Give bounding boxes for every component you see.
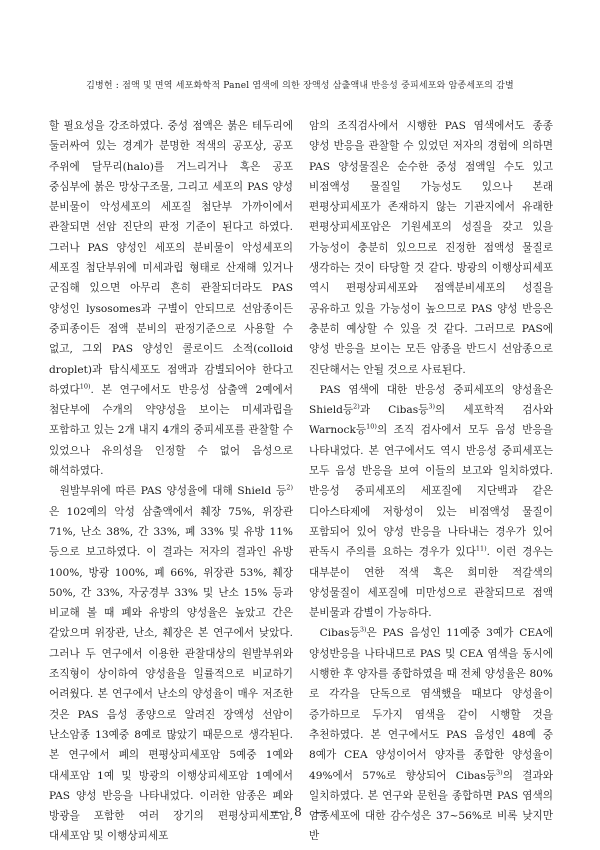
right-p3-a: Cibas등 <box>319 627 360 640</box>
running-header: 김병헌 : 점액 및 면역 세포화학적 Panel 염색에 의한 장액성 삼출액내 반응성 중피세포와 암종세포의 감별 <box>86 81 514 91</box>
right-p3-b: 은 PAS 음성인 11예중 3예가 CEA에 양성반응을 나타내므로 PAS 및 CEA 염색을 동시에 시행한 후 양자를 종합하였을 때 전체 양성율은 80%로 각각을 단독으로 염색했을 때보다 양성율이 증가하므로 두가지 염색을 같이 시행할 것을 추천하였다. 본 연구에서도 PAS 음성인 48예 중 8예가 CEA 양성이어서 양자를 종합한 양성율이 49%에서 57%로 향상되어 Cibas등 <box>309 627 553 782</box>
left-p2-body: 은 102예의 악성 삼출액에서 췌장 75%, 위장관 71%, 난소 38%, 간 33%, 폐 33% 및 유방 11% 등으로 보고하였다. 이 결과는 저자의 결과인 유방 100%, 방광 100%, 폐 66%, 위장관 53%, 췌장 50%, 간 33%, 자궁경부 33% 및 난소 15% 등과 비교해 볼 때 폐와 유방의 양성율은 높았고 간은 같았으며 위장관, 난소, 췌장은 본 연구에서 낮았다. 그러나 두 연구에서 이용한 관찰대상의 원발부위와 조직형이 상이하여 양성율을 일률적으로 비교하기 어려웠다. 본 연구에서 난소의 양성율이 매우 저조한 것은 PAS 음성 종양으로 알려진 장액성 선암이 난소암종 13예중 8예로 많았기 때문으로 생각된다. 본 연구에서 폐의 편평상피세포암 5예중 1예와 대세포암 1예 및 방광의 이행상피세포암 1예에서 PAS 양성 반응을 나타내었다. 이러한 암종은 폐와 방광을 포함한 여러 장기의 편평상피세포암, 대세포암 및 이행상피세포 <box>49 505 293 843</box>
right-p2-b: 과 Cibas등 <box>359 404 429 417</box>
citation-ref: 2) <box>353 402 360 411</box>
citation-ref: 10) <box>366 422 377 431</box>
citation-ref: 3) <box>428 402 436 411</box>
left-p2-head: 원발부위에 따른 PAS 양성율에 대해 Shield 등 <box>59 485 287 498</box>
right-p2-d: 의 조직 검사에서 모두 음성 반응을 나타내었다. 본 연구에서도 역시 반응성 중피세포는 모두 음성 반응을 보여 이들의 보고와 일치하였다. 반응성 중피세포의 세포질에 지단백과 같은 디아스타제에 저항성이 있는 비점액성 물질이 포함되어 있어 양성 반응을 나타내는 경우가 있어 판독시 주의를 요하는 경우가 있다 <box>309 424 553 559</box>
left-paragraph-1 <box>49 116 293 481</box>
right-column <box>309 116 553 847</box>
right-paragraph-2 <box>309 380 553 624</box>
right-p3-c: 의 결과와 일치하였다. 본 연구와 문헌을 종합하면 PAS 염색의 암종세포에 대한 감수성은 37~56%로 비록 낮지만 반 <box>309 769 554 843</box>
citation-ref: 2) <box>286 483 293 492</box>
page-number: — 8 — <box>270 805 330 819</box>
citation-ref: 3) <box>496 767 503 776</box>
right-p2-c: 의 세포학적 검사와 Warnock등 <box>309 404 553 437</box>
right-p2-a: PAS 염색에 대한 반응성 중피세포의 양성율은 Shield등 <box>309 383 553 417</box>
citation-ref: 3) <box>359 625 367 634</box>
left-paragraph-2 <box>49 481 293 846</box>
left-p1-text: 할 필요성을 강조하였다. 중성 점액은 붉은 테두리에 둘러싸여 있는 경계가 분명한 적색의 공포상, 공포 주위에 달무리(halo)를 거느리거나 혹은 공포 중심부에 붉은 망상구조물, 그리고 세포의 PAS 양성 분비물이 악성세포의 세포질 첨단부 가까이에서 관찰되면 선암 진단의 판정 기준이 된다고 하였다. 그러나 PAS 양성인 세포의 분비물이 악성세포의 세포질 첨단부위에 미세과립 형태로 산재해 있거나 군집해 있으면 아무리 흔히 관찰되더라도 PAS 양성인 lysosomes과 구별이 안되므로 선암종이든 중피종이든 점액 분비의 판정기준으로 사용할 수 없고, 그외 PAS 양성인 콜로이드 소적(colloid droplet)과 탐식세포도 점액과 감별되어야 한다고 하였다 <box>49 120 293 396</box>
citation-ref: 11) <box>475 544 487 553</box>
right-paragraph-1 <box>309 116 553 380</box>
right-p1-text: 암의 조직검사에서 시행한 PAS 염색에서도 종종 양성 반응을 관찰할 수 있었던 저자의 경험에 의하면 PAS 양성물질은 순수한 중성 점액일 수도 있고 비점액성 물질일 가능성도 있으나 본래 편평상피세포가 존재하지 않는 기관지에서 유래한 편평상피세포암은 기원세포의 성질을 갖고 있을 가능성이 충분히 있으므로 진정한 점액성 물질로 생각하는 것이 타당할 것 같다. 방광의 이행상피세포 역시 편평상피세포와 점액분비세포의 성질을 공유하고 있을 가능성이 높으므로 PAS 양성 반응은 충분히 예상할 수 있을 것 같다. 그러므로 PAS에 양성 반응을 보이는 모든 암종을 반드시 선암종으로 진단해서는 안될 것으로 사료된다. <box>309 120 553 376</box>
left-p1-tail: . 본 연구에서도 반응성 삼출액 2예에서 첨단부에 수개의 약양성을 보이는 미세과립을 포함하고 있는 2개 내지 4개의 중피세포를 관찰할 수 있었으나 유의성을 인정할 수 없어 음성으로 해석하였다. <box>49 383 293 478</box>
right-p2-e: . 이런 경우는 대부분이 연한 적색 혹은 희미한 적갈색의 양성물질이 세포질에 미만성으로 관찰되므로 점액 분비물과 감별이 가능하다. <box>309 546 553 620</box>
left-column <box>49 116 293 847</box>
citation-ref: 10) <box>79 382 91 391</box>
